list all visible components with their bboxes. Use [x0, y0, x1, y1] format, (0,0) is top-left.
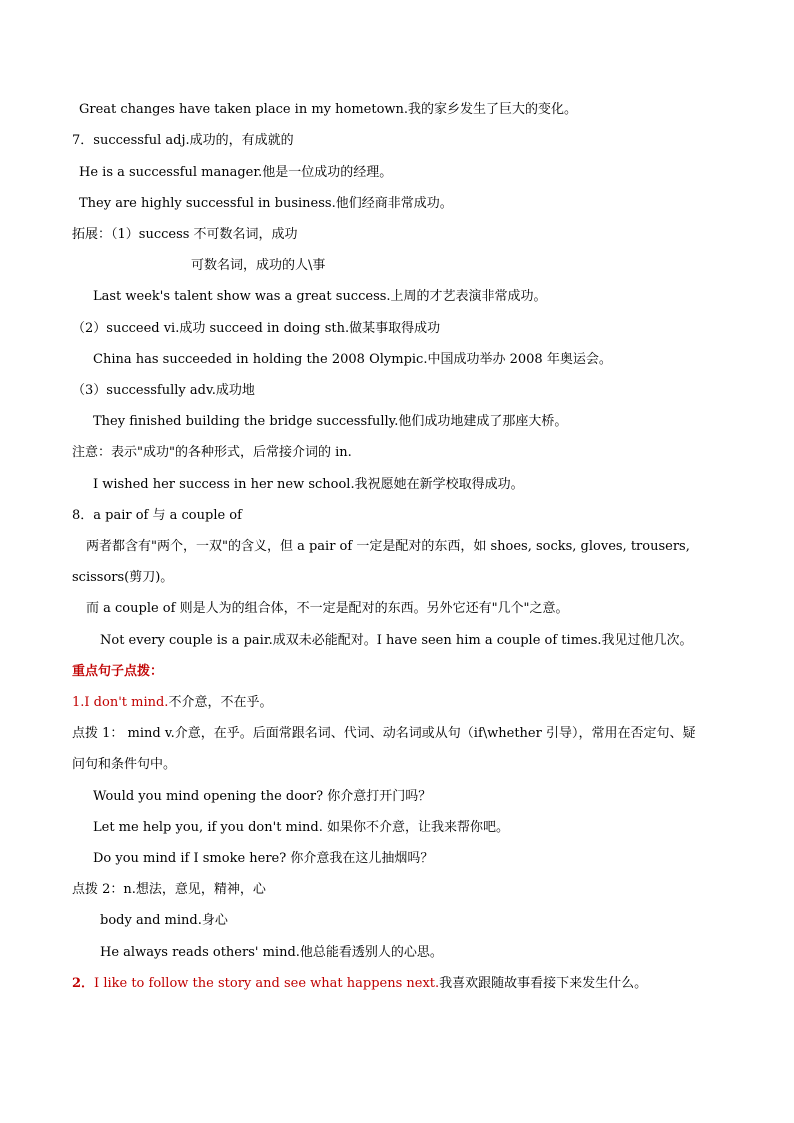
text-line: 点拨 1： mind v.介意，在乎。后面常跟名词、代词、动名词或从句（if\whether 引导），常用在否定句、疑: [72, 726, 696, 741]
text-line: Not every couple is a pair.成双未必能配对。I have seen him a couple of times.我见过他几次。: [100, 633, 693, 648]
text-line: scissors(剪刀)。: [72, 570, 174, 585]
text-line: 而 a couple of 则是人为的组合体，不一定是配对的东西。另外它还有"几个"之意。: [86, 601, 569, 616]
key-sentence-1-english: 1.I don't mind.: [72, 695, 169, 710]
text-line: 点拨 2：n.想法，意见，精神，心: [72, 882, 266, 897]
section-heading: 重点句子点拨：: [72, 664, 164, 679]
text-line: Would you mind opening the door? 你介意打开门吗？: [93, 789, 432, 804]
text-line: I wished her success in her new school.我祝愿她在新学校取得成功。: [93, 477, 524, 492]
text-line: Last week's talent show was a great success.上周的才艺表演非常成功。: [93, 289, 547, 304]
vocab-heading: 8．a pair of 与 a couple of: [72, 508, 242, 523]
key-sentence-1: [72, 694, 272, 712]
text-line: 可数名词，成功的人\事: [191, 258, 326, 273]
key-sentence-2-chinese: 我喜欢跟随故事看接下来发生什么。: [439, 976, 648, 991]
key-sentence-1-chinese: 不介意，不在乎。: [168, 695, 273, 710]
text-line: Do you mind if I smoke here? 你介意我在这儿抽烟吗？: [93, 851, 434, 866]
text-line: 拓展：（1）success 不可数名词，成功: [72, 227, 298, 242]
vocab-heading: 7．successful adj.成功的，有成就的: [72, 133, 294, 148]
text-line: 问句和条件句中。: [72, 757, 177, 772]
text-line: Great changes have taken place in my hometown.我的家乡发生了巨大的变化。: [79, 102, 578, 117]
text-line: （2）succeed vi.成功 succeed in doing sth.做某事取得成功: [72, 321, 441, 336]
text-line: Let me help you, if you don't mind. 如果你不介意，让我来帮你吧。: [93, 820, 509, 835]
key-sentence-2: [72, 975, 647, 993]
text-line: He is a successful manager.他是一位成功的经理。: [79, 165, 393, 180]
text-line: 两者都含有"两个，一双"的含义，但 a pair of 一定是配对的东西，如 shoes, socks, gloves, trousers,: [86, 539, 690, 554]
key-sentence-2-number: 2．: [72, 976, 95, 991]
key-sentence-2-english: I like to follow the story and see what happens next.: [94, 976, 440, 991]
text-line: China has succeeded in holding the 2008 Olympic.中国成功举办 2008 年奥运会。: [93, 352, 612, 367]
text-line: They are highly successful in business.他们经商非常成功。: [79, 196, 453, 211]
text-line: He always reads others' mind.他总能看透别人的心思。: [100, 945, 443, 960]
text-line: body and mind.身心: [100, 913, 228, 928]
text-line: They finished building the bridge successfully.他们成功地建成了那座大桥。: [93, 414, 568, 429]
text-line: （3）successfully adv.成功地: [72, 383, 255, 398]
text-line: 注意：表示"成功"的各种形式，后常接介词的 in.: [72, 445, 352, 460]
